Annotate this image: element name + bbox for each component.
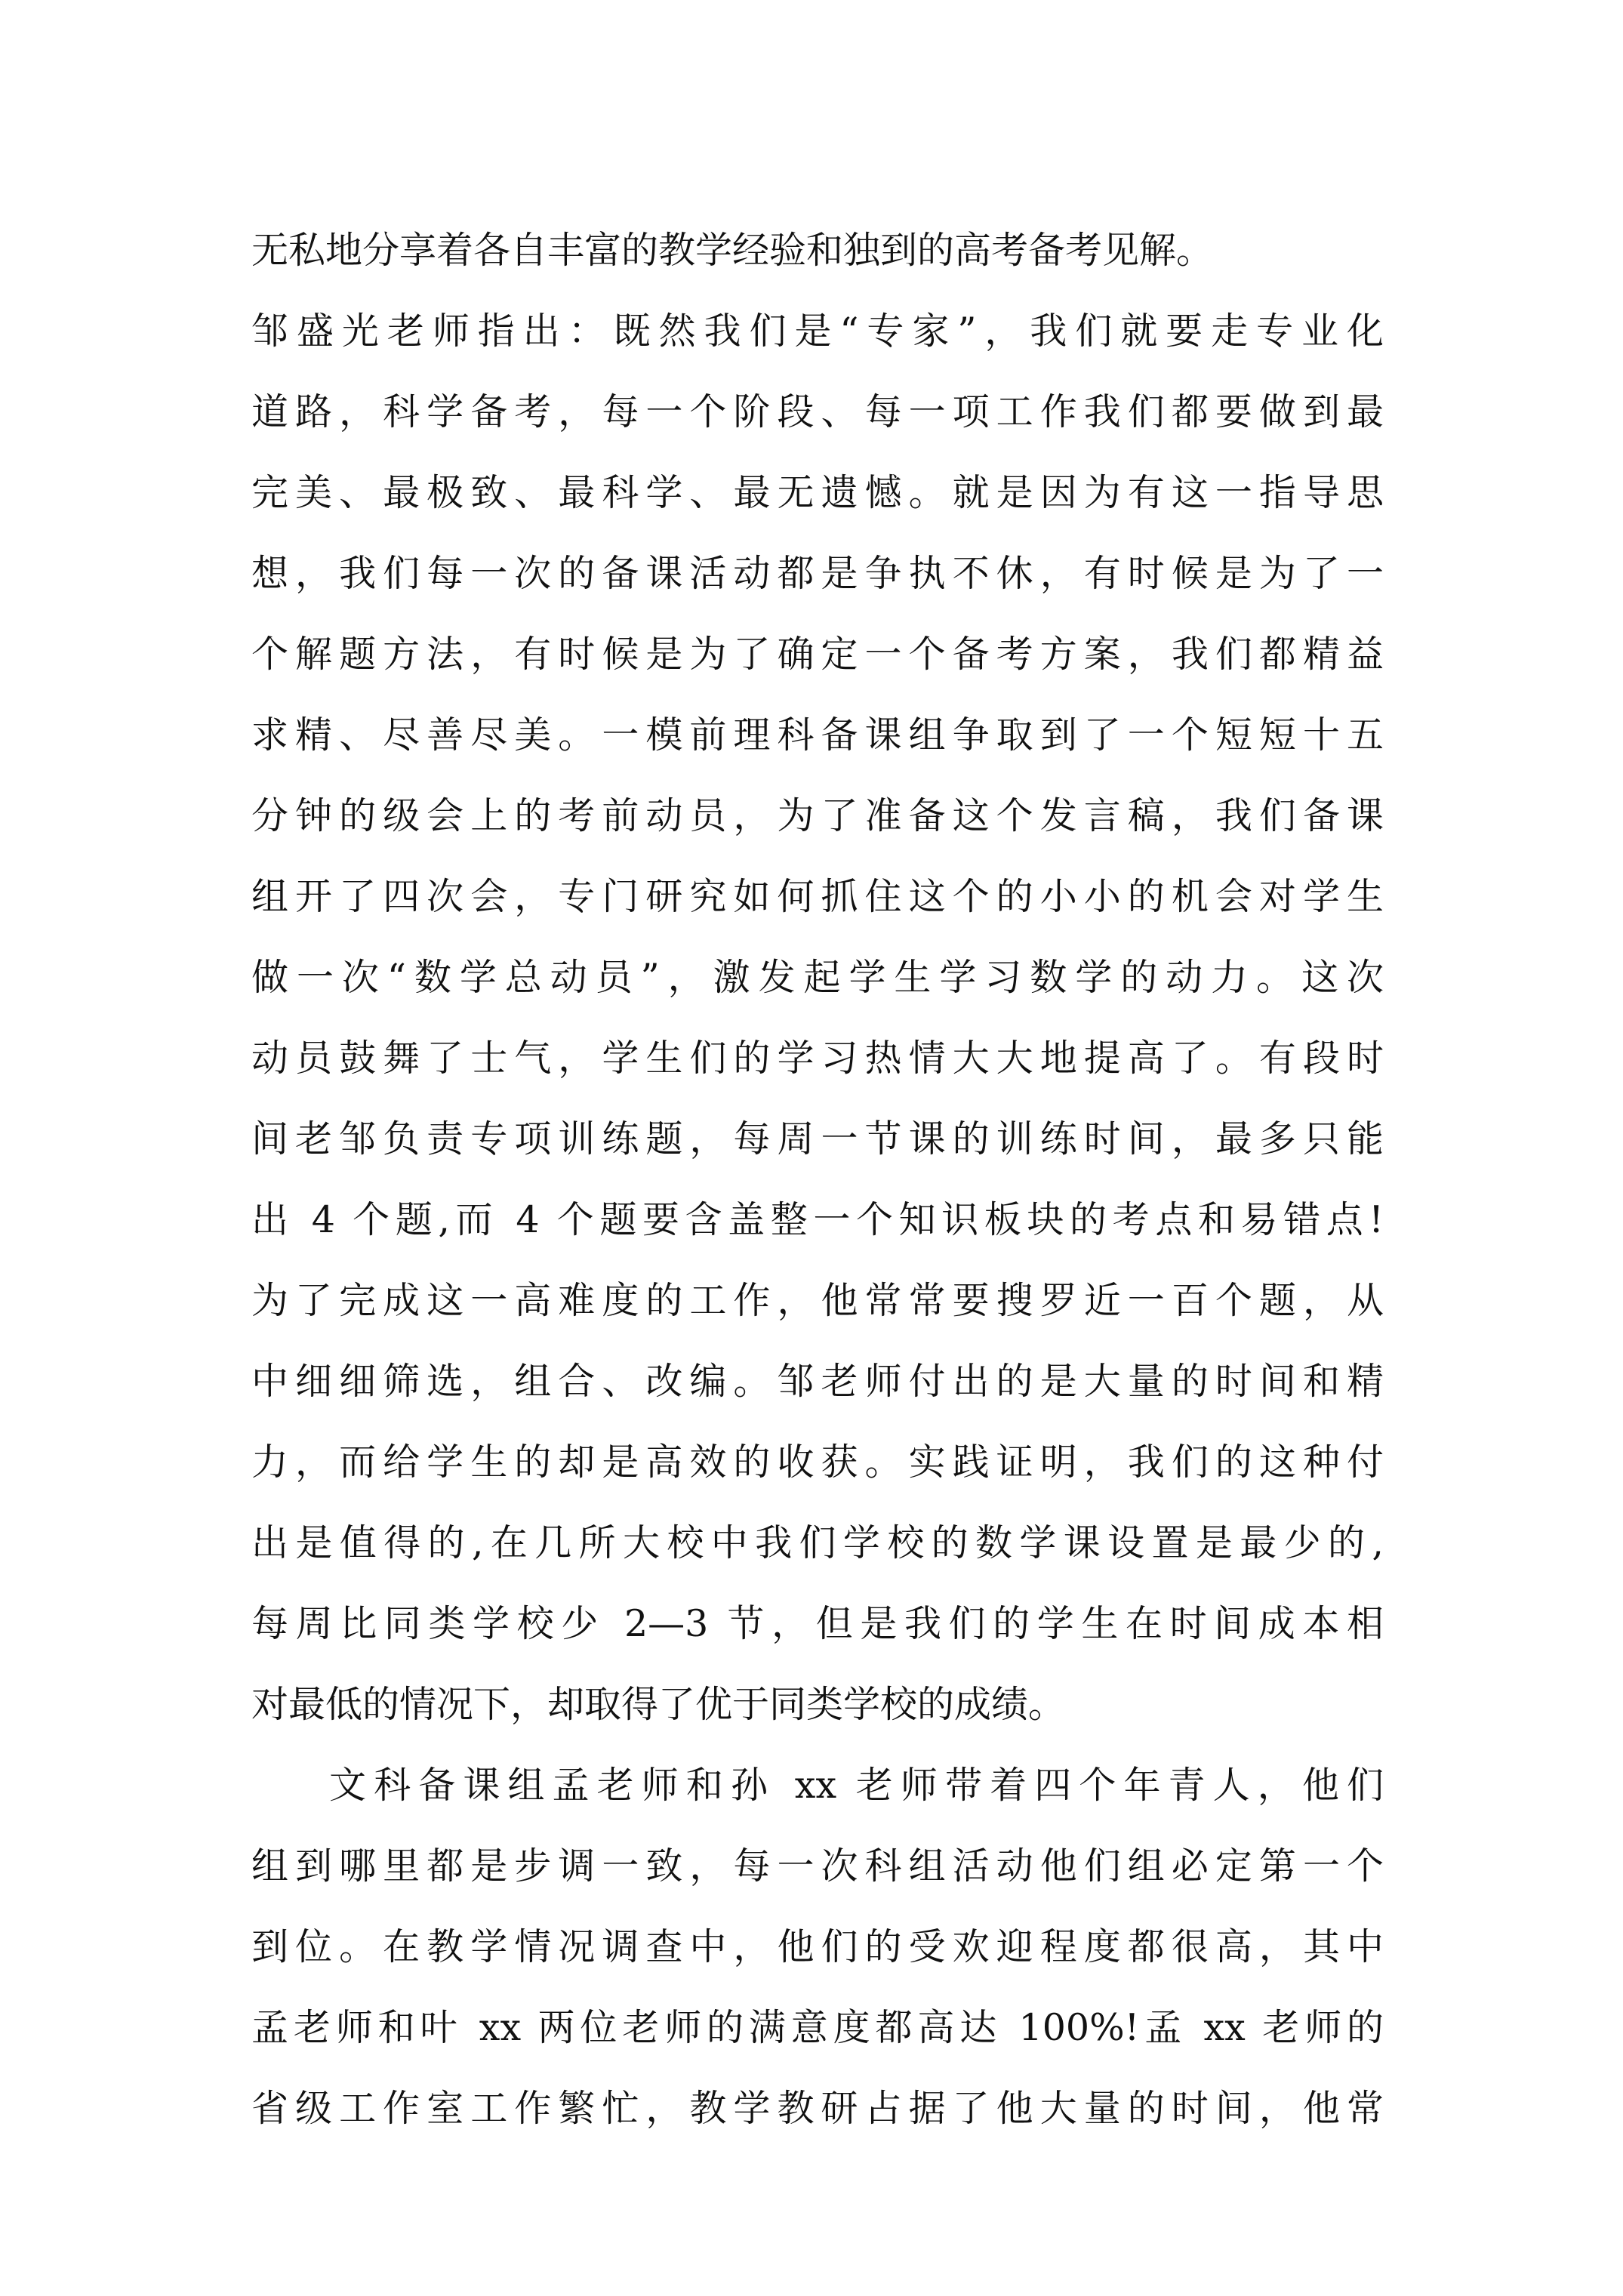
text-line: 邹盛光老师指出：既然我们是“专家”，我们就要走专业化 <box>251 310 1384 353</box>
text-line: 分钟的级会上的考前动员，为了准备这个发言稿，我们备课 <box>251 794 1384 837</box>
text-line: 组到哪里都是步调一致，每一次科组活动他们组必定第一个 <box>251 1845 1384 1888</box>
text-line: 出是值得的,在几所大校中我们学校的数学课设置是最少的, <box>251 1521 1384 1564</box>
text-line: 每周比同类学校少 2—3 节，但是我们的学生在时间成本相 <box>251 1602 1384 1645</box>
text-line: 做一次“数学总动员”，激发起学生学习数学的动力。这次 <box>251 956 1384 999</box>
text-line: 无私地分享着各自丰富的教学经验和独到的高考备考见解。 <box>251 229 1214 272</box>
text-line: 组开了四次会，专门研究如何抓住这个的小小的机会对学生 <box>251 875 1384 918</box>
text-line: 完美、最极致、最科学、最无遗憾。就是因为有这一指导思 <box>251 471 1384 514</box>
text-line: 想，我们每一次的备课活动都是争执不休，有时候是为了一 <box>251 552 1384 595</box>
text-line: 个解题方法，有时候是为了确定一个备考方案，我们都精益 <box>251 633 1384 676</box>
text-line: 孟老师和叶 xx 两位老师的满意度都高达 100%!孟 xx 老师的 <box>251 2006 1384 2049</box>
text-line: 中细细筛选，组合、改编。邹老师付出的是大量的时间和精 <box>251 1360 1384 1403</box>
text-line: 道路，科学备考，每一个阶段、每一项工作我们都要做到最 <box>251 390 1384 433</box>
text-line: 为了完成这一高难度的工作，他常常要搜罗近一百个题，从 <box>251 1279 1384 1322</box>
text-line: 求精、尽善尽美。一模前理科备课组争取到了一个短短十五 <box>251 713 1384 757</box>
text-line: 动员鼓舞了士气，学生们的学习热情大大地提高了。有段时 <box>251 1037 1384 1080</box>
text-line: 省级工作室工作繁忙，教学教研占据了他大量的时间，他常 <box>251 2087 1384 2130</box>
text-line: 对最低的情况下，却取得了优于同类学校的成绩。 <box>251 1683 1066 1726</box>
text-line: 到位。在教学情况调查中，他们的受欢迎程度都很高，其中 <box>251 1925 1384 1968</box>
text-line: 力，而给学生的却是高效的收获。实践证明，我们的这种付 <box>251 1441 1384 1484</box>
document-body <box>251 210 1384 2149</box>
text-line: 文科备课组孟老师和孙 xx 老师带着四个年青人，他们 <box>329 1764 1384 1807</box>
text-line: 间老邹负责专项训练题，每周一节课的训练时间，最多只能 <box>251 1117 1384 1160</box>
text-line: 出 4 个题,而 4 个题要含盖整一个知识板块的考点和易错点! <box>251 1198 1384 1241</box>
